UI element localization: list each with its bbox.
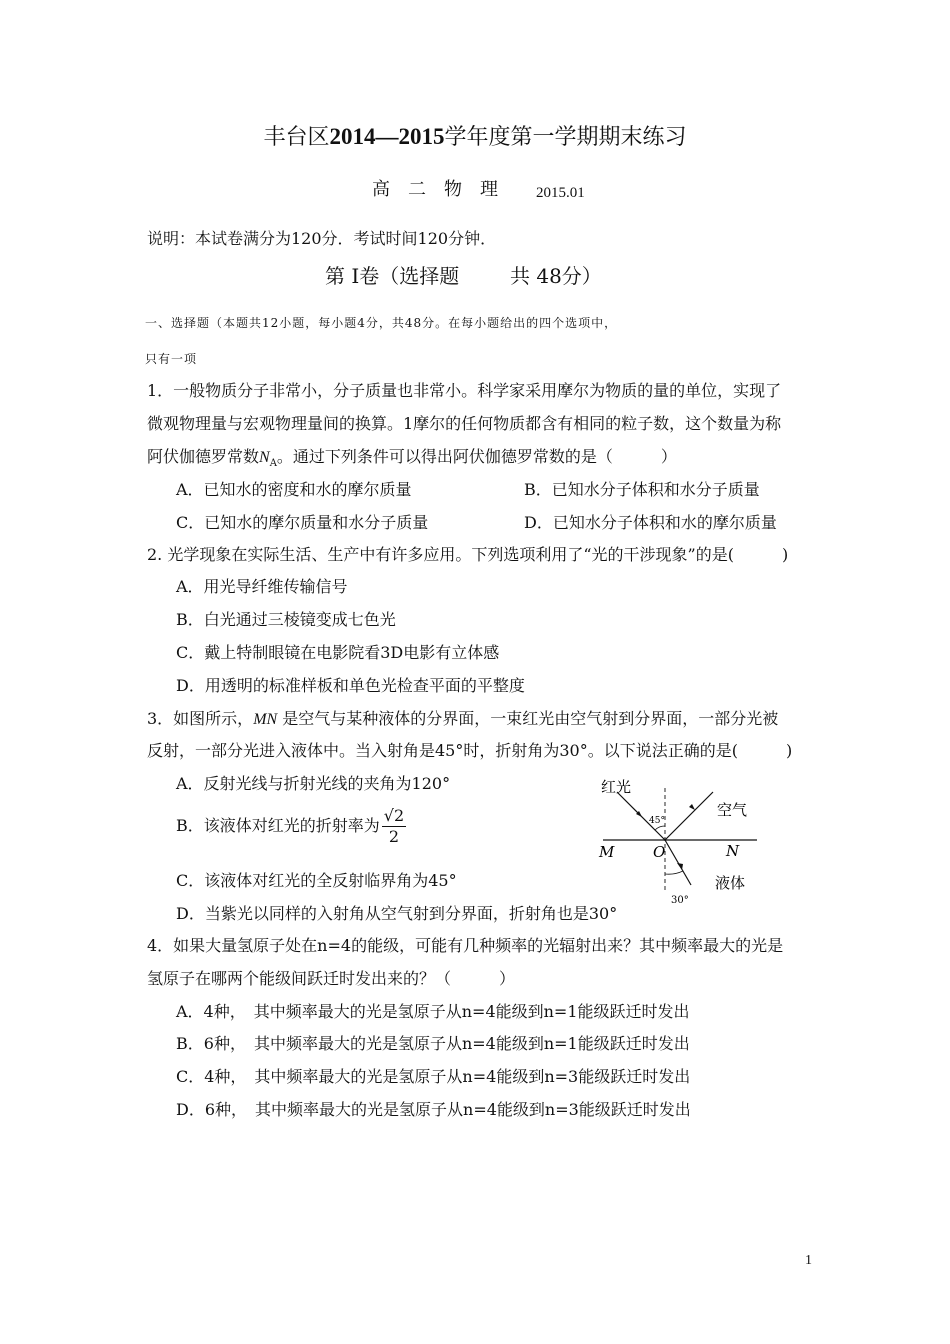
q4-line-2: 氢原子在哪两个能级间跃迁时发出来的？（ ） xyxy=(147,969,516,988)
q4-option-c: C．4种， 其中频率最大的光是氢原子从n=4能级到n=3能级跃迁时发出 xyxy=(176,1067,691,1086)
exam-date: 2015.01 xyxy=(536,185,585,201)
refraction-diagram xyxy=(595,770,765,910)
title-years: 2014—2015 xyxy=(329,124,445,149)
q4-option-b: B．6种， 其中频率最大的光是氢原子从n=4能级到n=1能级跃迁时发出 xyxy=(176,1034,690,1053)
subject-label: 高二物理 xyxy=(372,179,516,200)
refracted-ray xyxy=(665,840,691,885)
label-angle-30: 30° xyxy=(671,895,689,906)
avogadro-subscript: A xyxy=(269,458,277,469)
page-title xyxy=(0,120,950,151)
q1-line-1: 1．一般物质分子非常小，分子质量也非常小。科学家采用摩尔为物质的量的单位，实现了 xyxy=(147,381,782,400)
q1-line-3-post: 。通过下列条件可以得出阿伏伽德罗常数的是（ ） xyxy=(276,447,677,466)
q3-option-c: C．该液体对红光的全反射临界角为45° xyxy=(176,871,457,890)
q1-line-3 xyxy=(147,444,677,469)
incidence-angle-arc xyxy=(655,826,665,830)
q1-line-2: 微观物理量与宏观物理量间的换算。1摩尔的任何物质都含有相同的粒子数，这个数量为称 xyxy=(147,414,782,433)
title-suffix: 学年度第一学期期末练习 xyxy=(444,125,687,150)
q1-option-c: C．已知水的摩尔质量和水分子质量 xyxy=(176,513,429,532)
label-red-light: 红光 xyxy=(601,778,632,796)
q3-line-1 xyxy=(147,706,778,729)
q2-option-a: A．用光导纤维传输信号 xyxy=(176,577,348,596)
label-liquid: 液体 xyxy=(715,874,746,892)
q2-option-c: C．戴上特制眼镜在电影院看3D电影有立体感 xyxy=(176,643,500,662)
q3-option-b xyxy=(176,806,406,847)
q1-option-b: B．已知水分子体积和水分子质量 xyxy=(524,480,760,499)
q3-mn-symbol: MN xyxy=(253,711,278,728)
q4-option-a: A．4种， 其中频率最大的光是氢原子从n=4能级到n=1能级跃迁时发出 xyxy=(176,1002,690,1021)
page-number: 1 xyxy=(805,1253,812,1268)
q1-option-d: D．已知水分子体积和水的摩尔质量 xyxy=(524,513,777,532)
q4-line-1: 4．如果大量氢原子处在n=4的能级，可能有几种频率的光辐射出来？其中频率最大的光是 xyxy=(147,936,784,955)
q3-option-d: D．当紫光以同样的入射角从空气射到分界面，折射角也是30° xyxy=(176,904,618,923)
refractive-index-fraction xyxy=(382,806,406,847)
part-heading-right: 共 48分） xyxy=(510,264,602,288)
q3-line-2: 反射，一部分光进入液体中。当入射角是45°时，折射角为30°。以下说法正确的是( ) xyxy=(147,741,793,760)
fraction-numerator: √2 xyxy=(383,806,405,825)
refraction-angle-arc xyxy=(665,871,683,874)
q2-option-d: D．用透明的标准样板和单色光检查平面的平整度 xyxy=(176,676,525,695)
q3-option-a: A．反射光线与折射光线的夹角为120° xyxy=(176,774,451,793)
section-heading: 一、选择题（本题共12小题，每小题4分，共48分。在每小题给出的四个选项中， xyxy=(145,316,618,330)
part-heading-left: 第 Ⅰ卷（选择题 xyxy=(325,264,460,288)
q3-option-b-text: B．该液体对红光的折射率为 xyxy=(176,816,380,835)
refracted-arrow xyxy=(677,863,683,870)
label-o: O xyxy=(653,843,666,861)
q3-line-1-pre: 3．如图所示， xyxy=(147,709,254,728)
label-angle-45: 45° xyxy=(649,816,665,826)
label-m: M xyxy=(599,843,615,861)
q2-stem: 2. 光学现象在实际生活、生产中有许多应用。下列选项利用了“光的干涉现象”的是( ) xyxy=(147,545,789,564)
q2-option-b: B．白光通过三棱镜变成七色光 xyxy=(176,610,396,629)
avogadro-symbol: N xyxy=(259,449,270,466)
fraction-denominator: 2 xyxy=(388,827,400,846)
section-subheading: 只有一项 xyxy=(145,352,198,366)
reflected-ray xyxy=(665,792,713,840)
q1-option-a: A．已知水的密度和水的摩尔质量 xyxy=(176,480,412,499)
q4-option-d: D．6种， 其中频率最大的光是氢原子从n=4能级到n=3能级跃迁时发出 xyxy=(176,1100,691,1119)
q1-line-3-pre: 阿伏伽德罗常数 xyxy=(147,447,260,466)
reflected-arrow xyxy=(689,804,695,810)
exam-note: 说明：本试卷满分为120分．考试时间120分钟． xyxy=(147,229,497,248)
q3-line-1-post: 是空气与某种液体的分界面，一束红光由空气射到分界面，一部分光被 xyxy=(282,709,779,728)
label-air: 空气 xyxy=(717,801,748,819)
label-n: N xyxy=(726,842,740,860)
title-prefix: 丰台区 xyxy=(263,125,330,150)
